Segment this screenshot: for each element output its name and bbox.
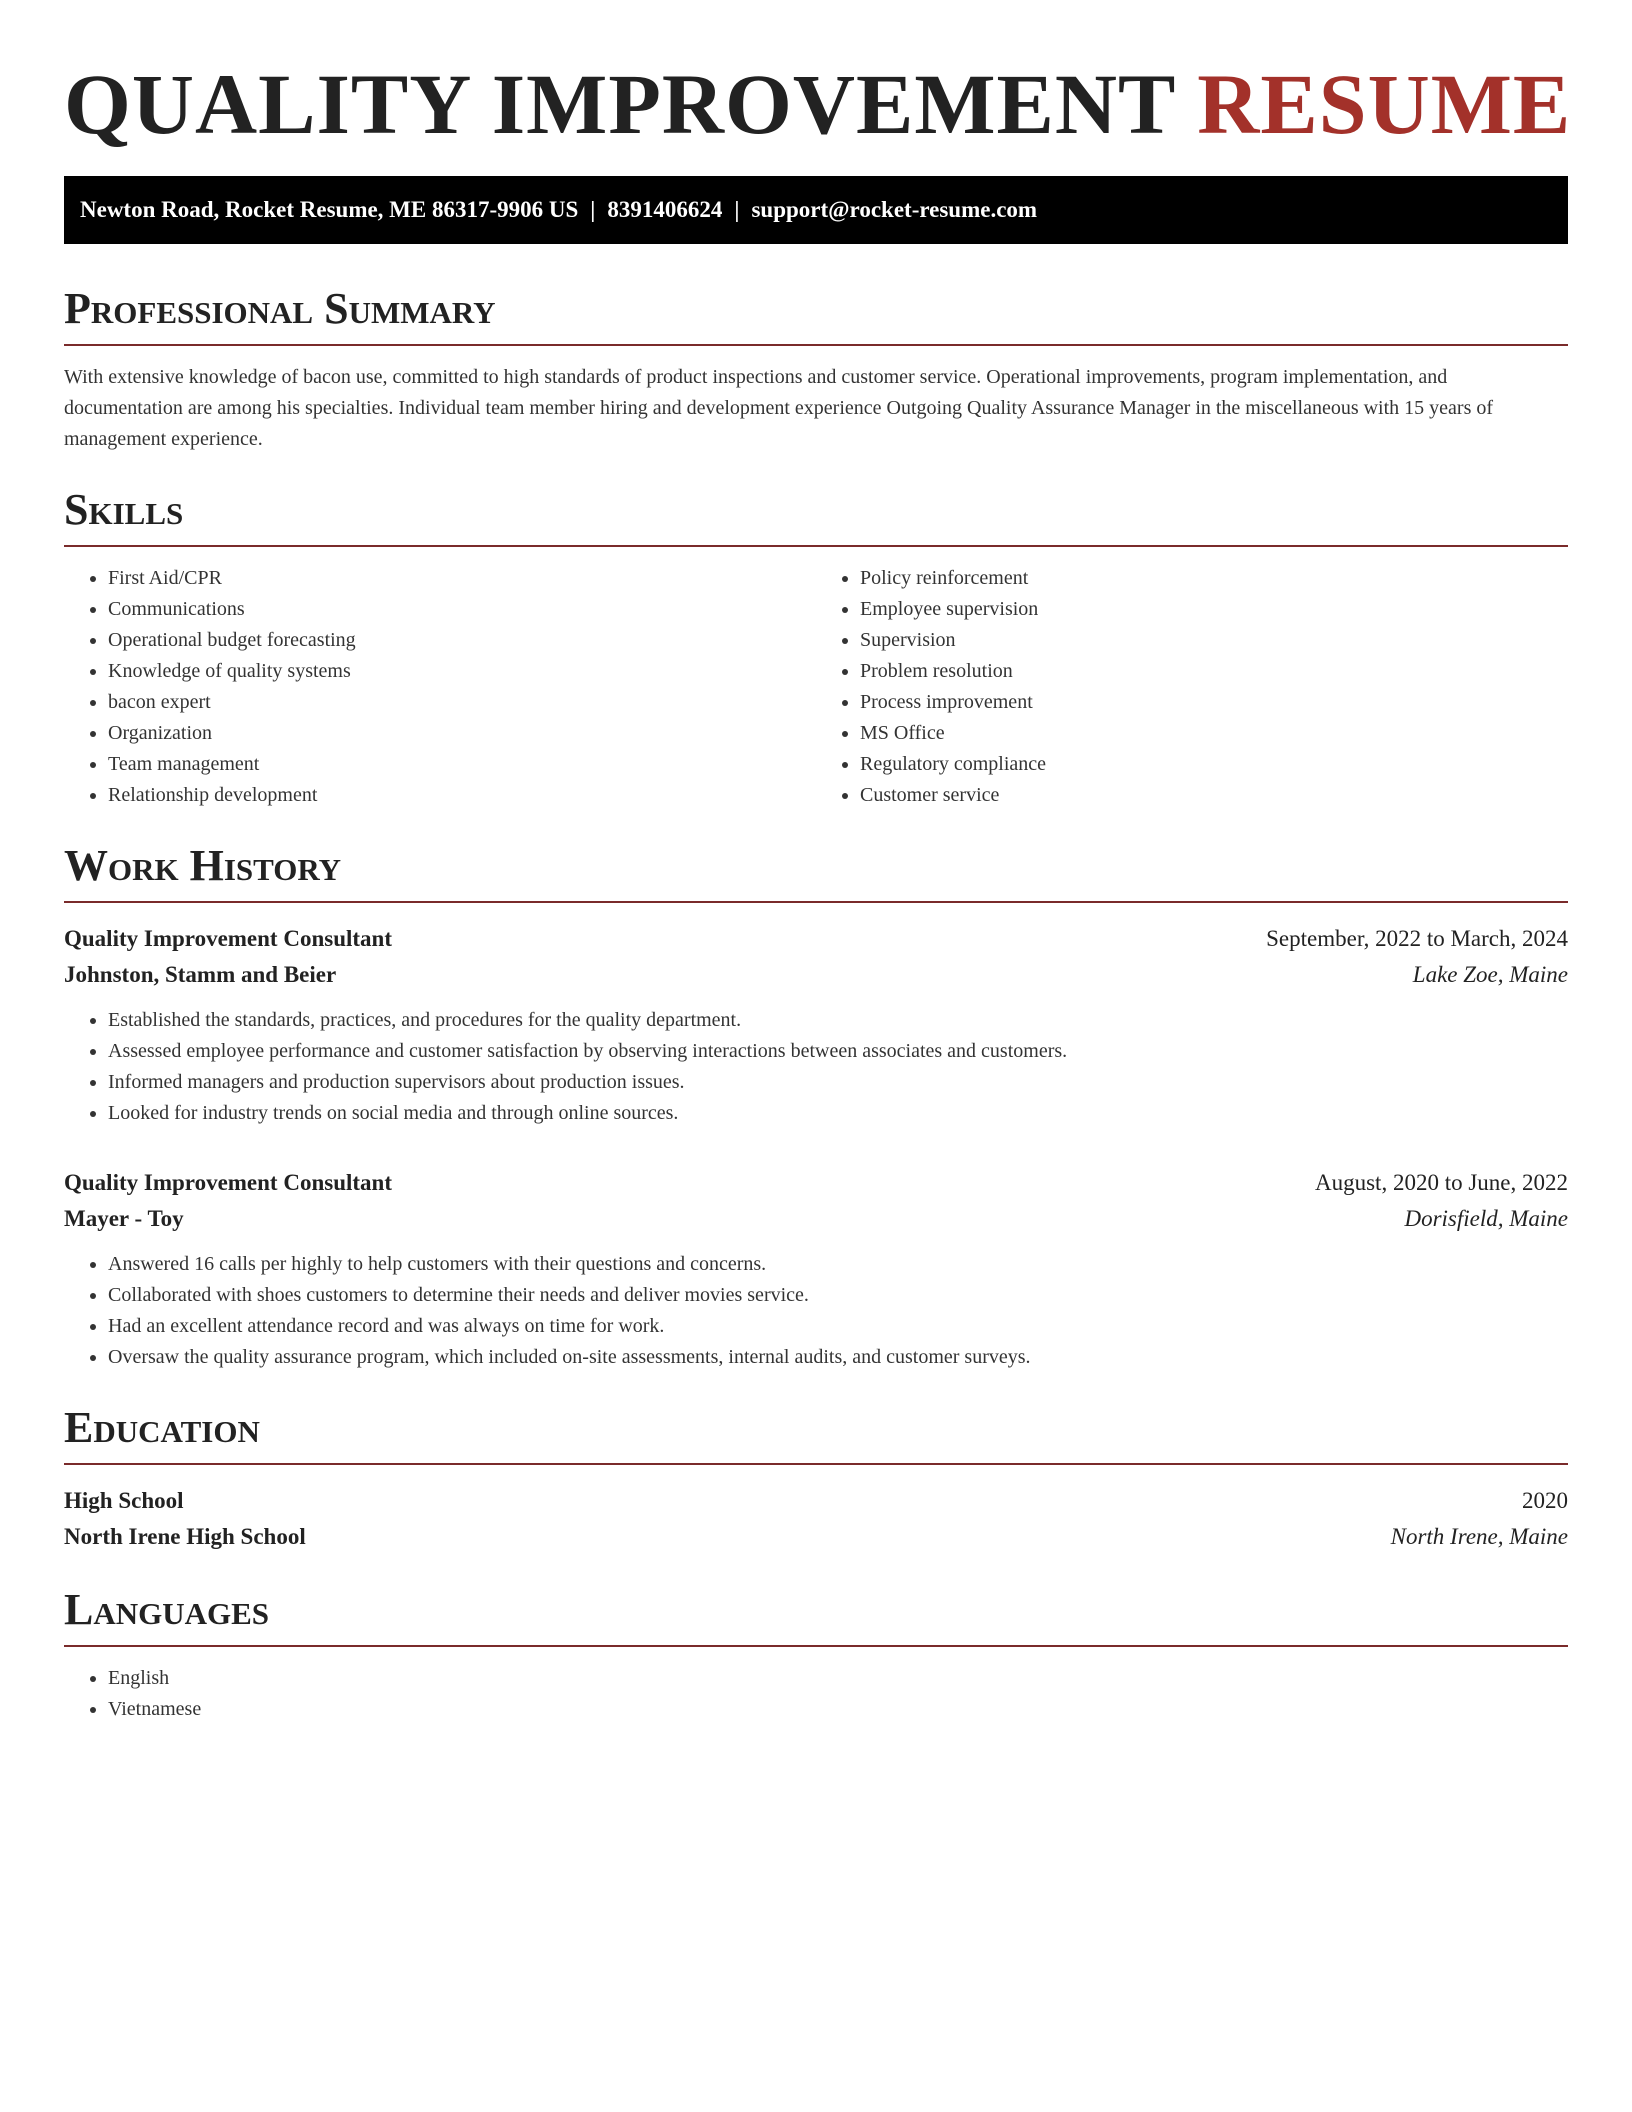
summary-heading: Professional Summary xyxy=(64,284,1568,346)
job-company: Mayer - Toy xyxy=(64,1206,184,1231)
job-company: Johnston, Stamm and Beier xyxy=(64,962,337,987)
job-bullet: • Looked for industry trends on social media and through online sources. xyxy=(108,1098,1568,1129)
contact-phone: 8391406624 xyxy=(607,197,723,222)
contact-separator: | xyxy=(734,197,740,222)
language-item: • English xyxy=(108,1663,1568,1694)
skill-item: • Team management xyxy=(108,749,816,780)
job-dates: August, 2020 to June, 2022 xyxy=(1315,1170,1568,1195)
job-bullet: • Had an excellent attendance record and was always on time for work. xyxy=(108,1311,1568,1342)
job-bullets xyxy=(64,1249,1568,1373)
job-bullet: • Answered 16 calls per highly to help customers with their questions and concerns. xyxy=(108,1249,1568,1280)
job-location: Lake Zoe, Maine xyxy=(1412,962,1568,987)
skill-item: • Operational budget forecasting xyxy=(108,625,816,656)
job-title: Quality Improvement Consultant xyxy=(64,926,392,951)
work-section xyxy=(64,841,1568,1373)
skill-item: • MS Office xyxy=(860,718,1568,749)
job-bullet: • Assessed employee performance and customer satisfaction by observing interactions between associates and customers. xyxy=(108,1036,1568,1067)
education-section xyxy=(64,1403,1568,1555)
skill-item: • Customer service xyxy=(860,780,1568,811)
job-company-row xyxy=(64,957,1568,993)
summary-text: With extensive knowledge of bacon use, committed to high standards of product inspections and customer service. Operational improvements, program implementation, and documentation are among his specialties. Individual team member hiring and development experience Outgoing Quality Assurance Manager in the miscellaneous with 15 years of management experience. xyxy=(64,366,1494,450)
skills-list-left xyxy=(64,563,816,811)
language-item: • Vietnamese xyxy=(108,1694,1568,1725)
skill-item: • Knowledge of quality systems xyxy=(108,656,816,687)
skills-heading: Skills xyxy=(64,485,1568,547)
resume-title xyxy=(64,54,1572,154)
skill-item: • Process improvement xyxy=(860,687,1568,718)
education-school-row xyxy=(64,1519,1568,1555)
summary-section xyxy=(64,284,1568,455)
skills-section xyxy=(64,485,1568,811)
job-location: Dorisfield, Maine xyxy=(1404,1206,1568,1231)
contact-separator: | xyxy=(590,197,596,222)
education-entry xyxy=(64,1483,1568,1555)
languages-section xyxy=(64,1585,1568,1725)
education-year: 2020 xyxy=(1522,1488,1568,1513)
skills-list-right xyxy=(816,563,1568,811)
skill-item: • Employee supervision xyxy=(860,594,1568,625)
job-dates: September, 2022 to March, 2024 xyxy=(1266,926,1568,951)
job-title: Quality Improvement Consultant xyxy=(64,1170,392,1195)
skill-item: • Regulatory compliance xyxy=(860,749,1568,780)
job-bullet: • Established the standards, practices, and procedures for the quality department. xyxy=(108,1005,1568,1036)
skill-item: • Problem resolution xyxy=(860,656,1568,687)
contact-address: Newton Road, Rocket Resume, ME 86317-9906 US xyxy=(80,197,579,222)
title-main: QUALITY IMPROVEMENT xyxy=(64,56,1175,152)
skill-item: • bacon expert xyxy=(108,687,816,718)
contact-bar xyxy=(64,176,1568,244)
languages-heading: Languages xyxy=(64,1585,1568,1647)
work-heading: Work History xyxy=(64,841,1568,903)
skill-item: • Supervision xyxy=(860,625,1568,656)
job-bullet: • Collaborated with shoes customers to determine their needs and deliver movies service. xyxy=(108,1280,1568,1311)
job-entry xyxy=(64,921,1568,1129)
skill-item: • Communications xyxy=(108,594,816,625)
job-company-row xyxy=(64,1201,1568,1237)
education-degree: High School xyxy=(64,1488,184,1513)
job-title-row xyxy=(64,1165,1568,1201)
job-title-row xyxy=(64,921,1568,957)
skill-item: • First Aid/CPR xyxy=(108,563,816,594)
title-accent: RESUME xyxy=(1197,56,1572,152)
skill-item: • Organization xyxy=(108,718,816,749)
contact-email: support@rocket-resume.com xyxy=(751,197,1038,222)
job-entry xyxy=(64,1165,1568,1373)
education-heading: Education xyxy=(64,1403,1568,1465)
education-location: North Irene, Maine xyxy=(1390,1524,1568,1549)
job-bullets xyxy=(64,1005,1568,1129)
education-degree-row xyxy=(64,1483,1568,1519)
job-bullet: • Informed managers and production supervisors about production issues. xyxy=(108,1067,1568,1098)
skill-item: • Policy reinforcement xyxy=(860,563,1568,594)
education-school: North Irene High School xyxy=(64,1524,306,1549)
skill-item: • Relationship development xyxy=(108,780,816,811)
job-bullet: • Oversaw the quality assurance program, which included on-site assessments, internal audits, and customer surveys. xyxy=(108,1342,1568,1373)
skills-columns xyxy=(64,563,1568,811)
languages-list xyxy=(64,1663,1568,1725)
